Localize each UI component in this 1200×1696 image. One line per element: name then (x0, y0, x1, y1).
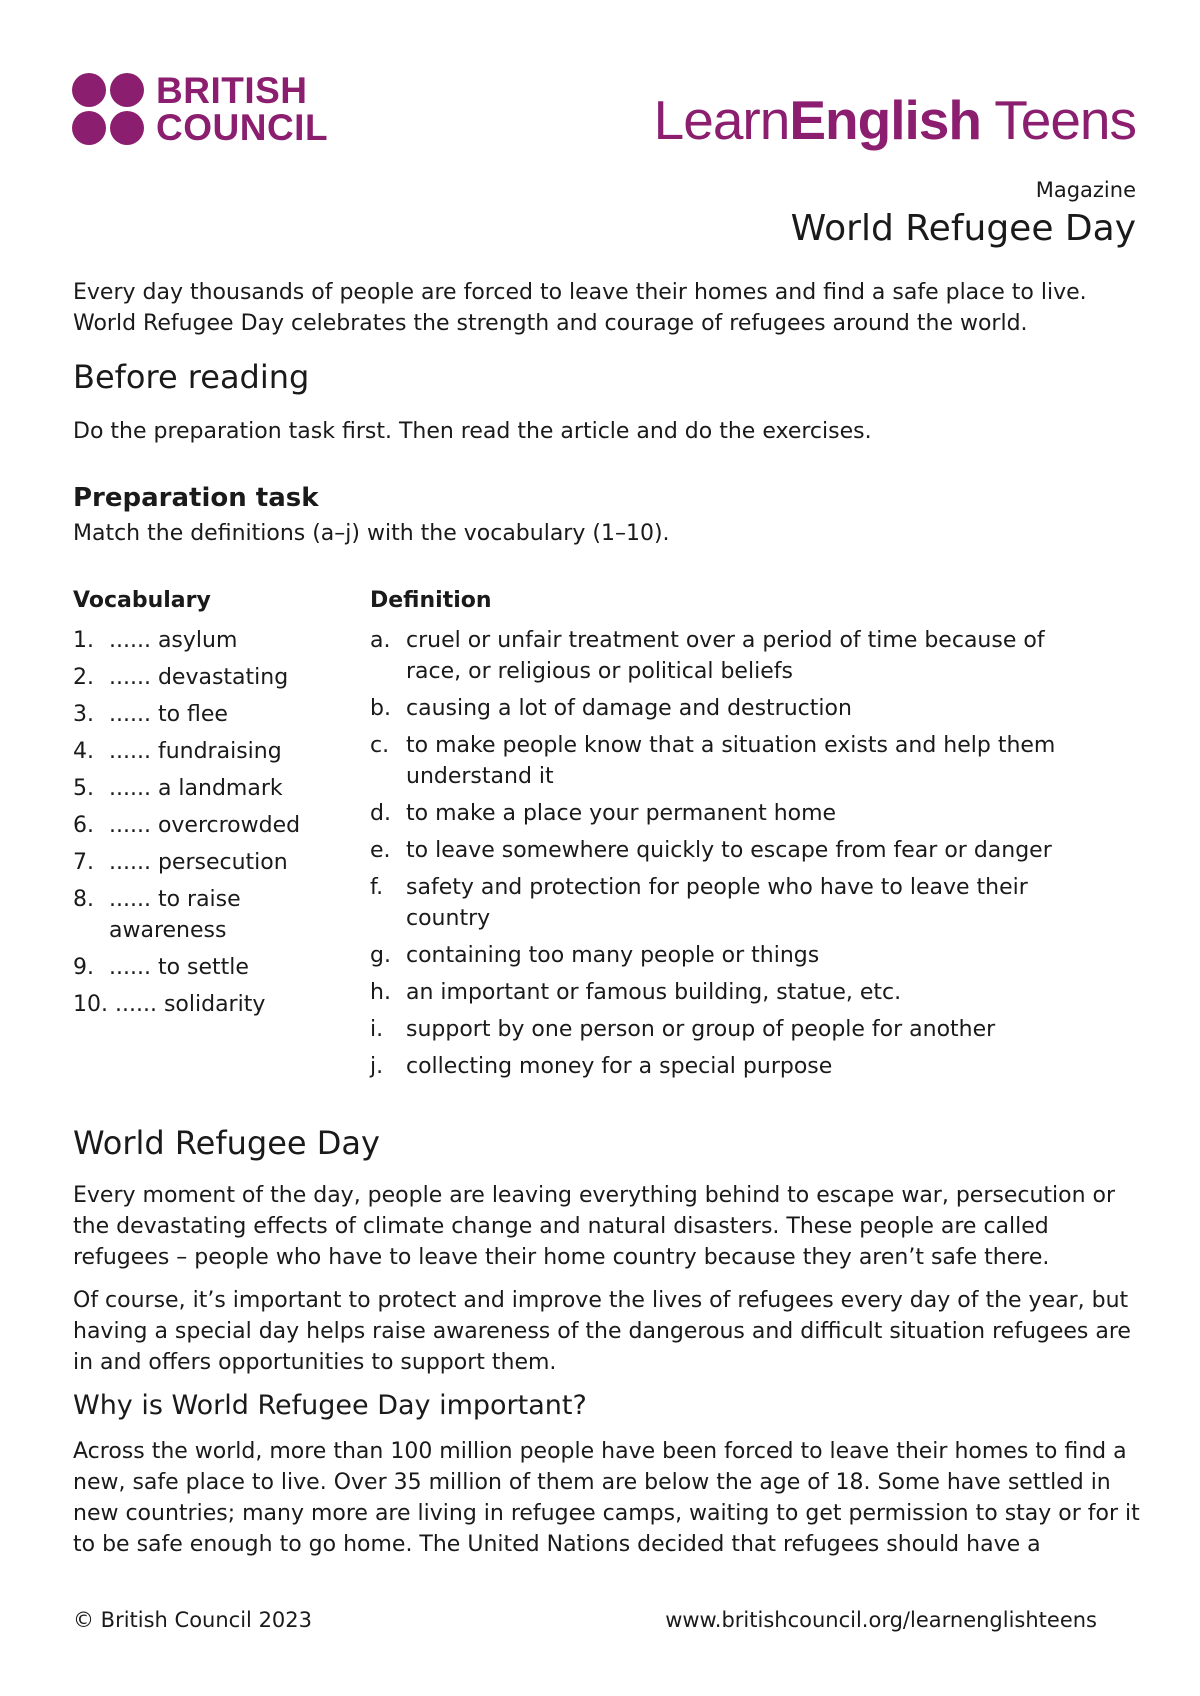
vocab-item: 5. ...... a landmark (73, 776, 283, 801)
definition-item: c. to make people know that a situation exists and help them understand it (370, 733, 1056, 789)
learnenglish-teens-brand (654, 88, 1136, 152)
vocab-item: 6. ...... overcrowded (73, 813, 301, 838)
definition-item: a. cruel or unfair treatment over a period of time because of race, or religious or political beliefs (370, 628, 1045, 684)
vocab-item: 7. ...... persecution (73, 850, 288, 875)
logo-dots-icon (72, 73, 144, 145)
footer-copyright: © British Council 2023 (73, 1608, 313, 1632)
article-heading: World Refugee Day (73, 1124, 380, 1162)
before-reading-text: Do the preparation task first. Then read the article and do the exercises. (73, 419, 872, 444)
intro-line-1: Every day thousands of people are forced to leave their homes and find a safe place to live. (73, 280, 1087, 305)
definition-item: f. safety and protection for people who have to leave their country (370, 875, 1028, 931)
vocab-item: 1. ...... asylum (73, 628, 238, 653)
definition-item: g. containing too many people or things (370, 943, 820, 968)
article-paragraph-2: Of course, it’s important to protect and improve the lives of refugees every day of the year, but having a special day helps raise awareness of the dangerous and difficult situation refugees are in and offers opportunities to support them. (73, 1288, 1131, 1375)
definition-heading: Definition (370, 588, 492, 613)
vocab-item: 2. ...... devastating (73, 665, 289, 690)
logo-line-1: BRITISH (156, 70, 308, 111)
definition-item: i. support by one person or group of people for another (370, 1017, 996, 1042)
footer-url[interactable]: www.britishcouncil.org/learnenglishteens (665, 1608, 1097, 1632)
vocab-item: 3. ...... to flee (73, 702, 228, 727)
page-title: World Refugee Day (790, 208, 1136, 249)
brand-learn: Learn (653, 89, 790, 151)
intro-text (73, 277, 1143, 339)
vocab-item: 10. ...... solidarity (73, 992, 266, 1017)
vocabulary-list (73, 625, 353, 1026)
before-reading-heading: Before reading (73, 358, 310, 396)
article-paragraph-1: Every moment of the day, people are leaving everything behind to escape war, persecution or the devastating effects of climate change and natural disasters. These people are called refugees – people who have to leave their home country because they aren’t safe there. (73, 1183, 1116, 1270)
vocabulary-heading: Vocabulary (73, 588, 211, 613)
logo-wordmark (156, 72, 328, 146)
definition-item: j. collecting money for a special purpose (370, 1054, 833, 1079)
prep-task-instructions: Match the definitions (a–j) with the vocabulary (1–10). (73, 521, 670, 546)
definition-list (370, 625, 1090, 1088)
article-subheading: Why is World Refugee Day important? (73, 1390, 587, 1421)
vocab-item: 8. ...... to raise awareness (73, 887, 241, 943)
definition-item: d. to make a place your permanent home (370, 801, 837, 826)
prep-task-heading: Preparation task (73, 483, 319, 513)
vocab-item: 9. ...... to settle (73, 955, 249, 980)
vocab-item: 4. ...... fundraising (73, 739, 282, 764)
intro-line-2: World Refugee Day celebrates the strength and courage of refugees around the world. (73, 311, 1028, 336)
section-label: Magazine (1035, 178, 1136, 202)
british-council-logo (72, 72, 328, 146)
article-paragraph-3: Across the world, more than 100 million people have been forced to leave their homes to find a new, safe place to live. Over 35 million of them are below the age of 18. Some have settled in new countries; many more are living in refugee camps, waiting to get permission to stay or for it to be safe enough to go home. The United Nations decided that refugees should have a (73, 1439, 1140, 1557)
definition-item: b. causing a lot of damage and destruction (370, 696, 852, 721)
brand-english: English (789, 89, 981, 151)
logo-line-2: COUNCIL (156, 107, 329, 148)
definition-item: e. to leave somewhere quickly to escape from fear or danger (370, 838, 1052, 863)
definition-item: h. an important or famous building, statue, etc. (370, 980, 902, 1005)
brand-teens: Teens (980, 89, 1136, 151)
